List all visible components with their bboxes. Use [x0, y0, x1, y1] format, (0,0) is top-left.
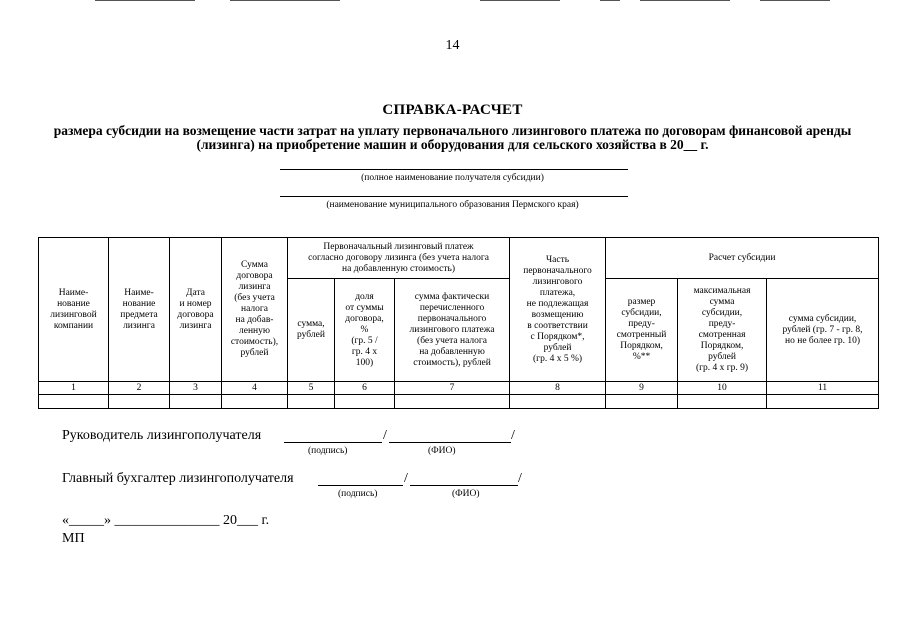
accountant-name-line: [410, 485, 518, 486]
header-actual-payment: сумма фактически перечисленного первоначального лизингового платежа (без учета налога на добавленную стоимость), рублей: [395, 279, 510, 382]
header-payment-amount: сумма, рублей: [288, 279, 335, 382]
page-top-edge: [0, 0, 905, 4]
header-max-subsidy: максимальная сумма субсидии, преду- смотренная Порядком, рублей (гр. 4 x гр. 9): [678, 279, 767, 382]
column-number: 9: [606, 382, 678, 395]
subsidy-calculation-table: [38, 237, 879, 409]
accountant-signature-label: Главный бухгалтер лизингополучателя: [62, 471, 294, 486]
page-number: 14: [445, 38, 460, 53]
header-leasing-company: Наиме- нование лизинговой компании: [39, 238, 109, 382]
head-name-line: [389, 442, 511, 443]
column-number: 1: [39, 382, 109, 395]
head-signature-line: [284, 442, 382, 443]
date-line: «_____» _______________ 20___ г.: [62, 513, 270, 528]
header-subsidy-calculation-group: Расчет субсидии: [606, 238, 879, 279]
recipient-caption: (полное наименование получателя субсидии): [361, 173, 544, 183]
column-number: 8: [510, 382, 606, 395]
empty-data-row: [39, 395, 879, 409]
column-number: 3: [170, 382, 222, 395]
accountant-signature-caption: (подпись): [338, 489, 378, 499]
header-subsidy-amount: сумма субсидии, рублей (гр. 7 - гр. 8, но не более гр. 10): [767, 279, 879, 382]
accountant-signature-line: [318, 485, 403, 486]
column-number: 6: [335, 382, 395, 395]
accountant-name-caption: (ФИО): [452, 489, 480, 499]
document-title: СПРАВКА-РАСЧЕТ: [382, 102, 523, 118]
column-number: 11: [767, 382, 879, 395]
head-separator-end: /: [511, 428, 515, 443]
header-initial-payment-group: Первоначальный лизинговый платеж согласно договору лизинга (без учета налога на добавленную стоимость): [288, 238, 510, 279]
accountant-separator: /: [404, 471, 408, 486]
header-contract-amount: Сумма договора лизинга (без учета налога на добав- ленную стоимость), рублей: [222, 238, 288, 382]
document-subtitle: размера субсидии на возмещение части затрат на уплату первоначального лизингового платежа по договорам финансовой аренды (лизинга) на приобретение машин и оборудования для сельского хозяйства в 20__ г.: [53, 123, 852, 152]
column-number: 10: [678, 382, 767, 395]
header-subsidy-rate: размер субсидии, преду- смотренный Порядком, %**: [606, 279, 678, 382]
head-separator: /: [383, 428, 387, 443]
head-name-caption: (ФИО): [428, 446, 456, 456]
column-number: 7: [395, 382, 510, 395]
column-number: 4: [222, 382, 288, 395]
column-number: 2: [109, 382, 170, 395]
header-contract-date-number: Дата и номер договора лизинга: [170, 238, 222, 382]
header-non-reimbursable-part: Часть первоначального лизингового платежа, не подлежащая возмещению в соответствии с Порядком*, рублей (гр. 4 x 5 %): [510, 238, 606, 382]
municipality-caption: (наименование муниципального образования Пермского края): [326, 200, 579, 210]
column-numbers-row: [39, 382, 879, 395]
column-number: 5: [288, 382, 335, 395]
head-signature-label: Руководитель лизингополучателя: [62, 428, 262, 443]
accountant-separator-end: /: [518, 471, 522, 486]
stamp-place: МП: [62, 531, 85, 546]
header-payment-share: доля от суммы договора, % (гр. 5 / гр. 4 x 100): [335, 279, 395, 382]
head-signature-caption: (подпись): [308, 446, 348, 456]
municipality-name-line: [280, 196, 628, 197]
header-leasing-subject: Наиме- нование предмета лизинга: [109, 238, 170, 382]
recipient-name-line: [280, 169, 628, 170]
